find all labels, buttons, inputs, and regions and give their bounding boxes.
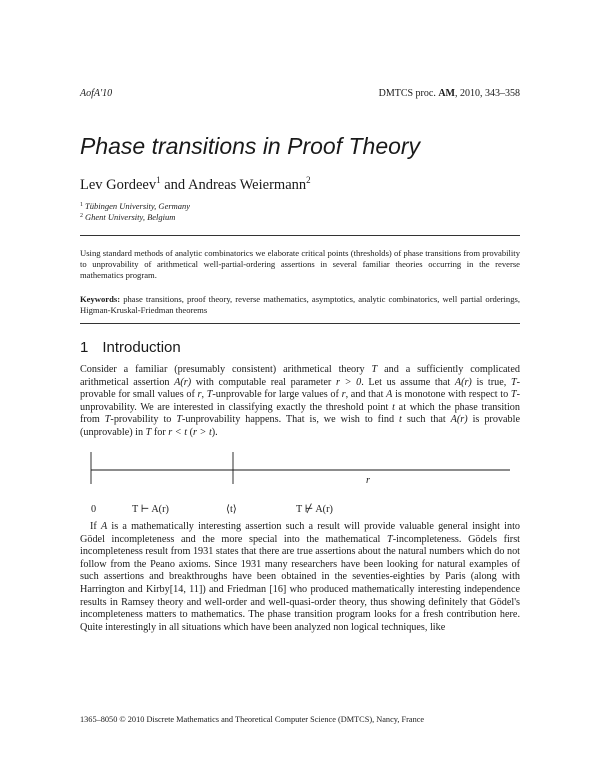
p1-math: T [176,414,182,426]
p2-math: T [387,533,393,545]
p1-text: , and that [345,389,387,401]
affiliations [80,201,520,223]
p1-text: -provability to [110,414,177,426]
p1-math: A(r) [454,376,472,388]
abstract: Using standard methods of analytic combinatorics we elaborate critical points (thresholds) of phase transitions from provability to unprovability of arithmetical well-partial-ordering assertions in several familiar theories occurring in the reverse mathematics program. [80,248,520,281]
p1-math: T [510,376,517,388]
p1-math: r [341,389,346,401]
author-mark-1: 1 [156,175,161,185]
keywords [80,294,520,316]
author-mark-2: 2 [306,175,311,185]
p1-text: is true, [471,376,511,388]
section-number: 1 [80,339,89,356]
figure-unprovable-label: T ⊬ A(r) [296,504,333,515]
figure-zero-label: 0 [91,504,97,515]
p1-math: r < t [168,426,188,438]
keywords-text: phase transitions, proof theory, reverse mathematics, asymptotics, analytic combinatorics, well partial orderings, Higman-Kruskal-Friedman theorems [80,294,520,316]
intro-paragraph-2 [80,521,520,634]
venue-right-suffix: , 2010, 343–358 [455,88,520,99]
p1-text: -unprovability happens. That is, we wish to find [182,414,400,426]
p1-text: and a sufficiently complicated arithmetical assertion [80,364,520,388]
p1-text: -provable for small values of [80,376,521,401]
affiliation-mark-1: 1 [80,202,83,208]
p1-text: , [201,389,207,401]
p1-text: is monotone with respect to [392,389,511,401]
paper-title: Phase transitions in Proof Theory [80,133,421,159]
abstract-bottom-rule [80,323,520,324]
threshold-figure [80,450,520,520]
p1-math: T [145,426,152,438]
p1-math: r > t [193,426,212,438]
affiliation-text-1: Tübingen University, Germany [85,201,191,211]
p1-text: Consider a familiar (presumably consistent) arithmetical theory [80,364,372,375]
axis-label-r: r [366,475,370,486]
venue-right-prefix: DMTCS proc. [378,88,439,99]
p1-text: such that [401,414,451,426]
p1-math: A(r) [450,414,468,426]
p2-math: A [100,521,108,532]
intro-paragraph-1 [80,364,520,440]
venue-right-bold: AM [438,88,455,99]
abstract-top-rule [80,235,520,236]
author-name-1: Lev Gordeev [80,177,157,193]
p1-text: -unprovable for large values of [212,389,342,401]
section-title: Introduction [102,339,181,356]
p1-text: with computable real parameter [191,376,336,388]
p1-math: A(r) [174,376,192,388]
copyright-footer: 1365–8050 © 2010 Discrete Mathematics and Theoretical Computer Science (DMTCS), Nancy, France [80,715,425,724]
p2-text: is a mathematically interesting assertion such a result will provide valuable general insight into Gödel incompleteness and the more special into the mathematical [80,521,520,545]
p1-math: t [399,414,402,426]
p1-text: . Let us assume that [361,376,455,388]
section-heading [80,339,520,357]
p1-text: at which the phase transition from [80,401,520,426]
figure-threshold-label: ⟨t⟩ [226,504,237,515]
p2-text: -incompleteness. Gödels first incompleteness result from 1931 states that there are true assertions about the natural numbers which do not follow from the Peano axioms. Since 1931 many researchers have been looking for natural examples of such assertions and breakthroughs have been obtained in the seventies-eighties by Paris (along with Harrington and Kirby[14, 11]) and Friedman [16] who produced mathematically interesting independence results in Ramsey theory and well-order and well-quasi-order theory, thus showing definitely that Gödel's incompleteness matters to mathematics. The phase transition program looks for a fresh contribution here. Quite interestingly in all situations which have been analyzed non logical techniques, like [80,533,520,633]
p1-text: ). [211,426,218,438]
p1-math: T [371,364,378,375]
p1-text: is provable (unprovable) in [80,414,520,438]
p1-text: ( [187,426,194,438]
keywords-label: Keywords: [80,294,121,304]
venue-right [379,88,520,100]
p1-text: for [151,426,169,438]
threshold-axis-svg [80,450,520,490]
author-line [80,176,520,194]
p1-math: T [104,414,111,426]
p1-math: T [510,389,517,401]
affiliation-2 [80,212,520,223]
p1-text: -unprovability. We are interested in classifying exactly the threshold point [80,389,520,413]
venue-left: AofA'10 [80,88,113,99]
p1-math: T [206,389,213,401]
affiliation-mark-2: 2 [80,213,83,219]
p1-math: A [386,389,393,401]
figure-provable-label: T ⊢ A(r) [132,504,169,515]
affiliation-text-2: Ghent University, Belgium [85,212,176,222]
affiliation-1 [80,201,520,212]
p1-math: r > 0 [335,376,362,388]
p2-text: If [90,521,101,532]
author-name-2: and Andreas Weiermann [160,177,307,193]
p1-math: r [197,389,202,401]
p1-math: t [392,401,395,413]
